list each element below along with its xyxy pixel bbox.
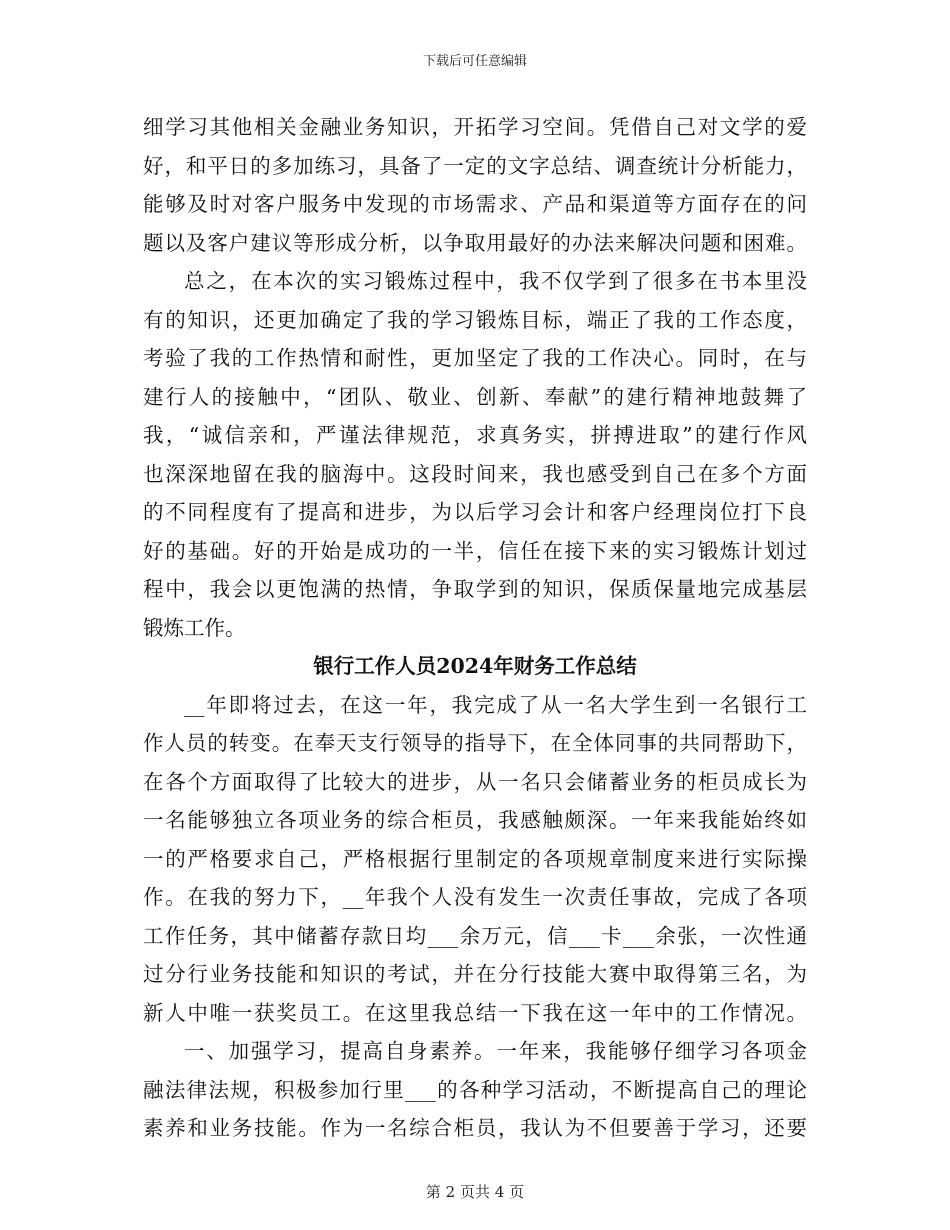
text-line: 考验了我的工作热情和耐性，更加坚定了我的工作决心。同时，在与 [143,346,807,370]
text-line: 程中，我会以更饱满的热情，争取学到的知识，保质保量地完成基层 [143,577,807,601]
text-line: 题以及客户建议等形成分析，以争取用最好的办法来解决问题和困难。 [143,230,807,255]
text-line: 过分行业务技能和知识的考试，并在分行技能大赛中取得第三名，为 [143,962,807,986]
text-line: 新人中唯一获奖员工。在这里我总结一下我在这一年中的工作情况。 [143,1000,807,1025]
text-line: 作。在我的努力下，__年我个人没有发生一次责任事故，完成了各项 [143,885,807,909]
text-line: 素养和业务技能。作为一名综合柜员，我认为不但要善于学习，还要 [143,1116,807,1140]
section-title: 银行工作人员2024年财务工作总结 [313,654,637,678]
text-line: 的不同程度有了提高和进步，为以后学习会计和客户经理岗位打下良 [143,500,807,524]
document-body [143,108,807,1148]
text-line: 锻炼工作。 [143,615,246,640]
text-line: 一、加强学习，提高自身素养。一年来，我能够仔细学习各项金 [184,1039,807,1063]
text-line: 工作任务，其中储蓄存款日均___余万元，信___卡___余张，一次性通 [143,923,807,948]
text-line: 一的严格要求自己，严格根据行里制定的各项规章制度来进行实际操 [143,846,807,871]
text-line: 好的基础。好的开始是成功的一半，信任在接下来的实习锻炼计划过 [143,538,807,563]
text-line: 也深深地留在我的脑海中。这段时间来，我也感受到自己在多个方面 [143,461,807,486]
text-line: 有的知识，还更加确定了我的学习锻炼目标，端正了我的工作态度， [143,307,807,332]
text-line: 总之，在本次的实习锻炼过程中，我不仅学到了很多在书本里没 [184,269,807,293]
text-line: 作人员的转变。在奉天支行领导的指导下，在全体同事的共同帮助下， [143,731,807,755]
page-header: 下载后可任意编辑 [422,54,527,69]
text-line: 建行人的接触中，“团队、敬业、创新、奉献”的建行精神地鼓舞了 [143,384,807,409]
text-line: 好，和平日的多加练习，具备了一定的文字总结、调查统计分析能力， [143,153,807,178]
text-line: 能够及时对客户服务中发现的市场需求、产品和渠道等方面存在的问 [143,192,807,216]
text-line: 一名能够独立各项业务的综合柜员，我感触颇深。一年来我能始终如 [143,808,807,832]
text-line: __年即将过去，在这一年，我完成了从一名大学生到一名银行工 [184,692,807,717]
text-line: 细学习其他相关金融业务知识，开拓学习空间。凭借自己对文学的爱 [143,115,807,139]
page-footer: 第 2 页共 4 页 [425,1183,525,1201]
text-line: 在各个方面取得了比较大的进步，从一名只会储蓄业务的柜员成长为 [143,769,807,794]
text-line: 融法律法规，积极参加行里___的各种学习活动，不断提高自己的理论 [143,1077,807,1102]
text-line: 我，“诚信亲和，严谨法律规范，求真务实，拼搏进取”的建行作风 [143,423,807,447]
